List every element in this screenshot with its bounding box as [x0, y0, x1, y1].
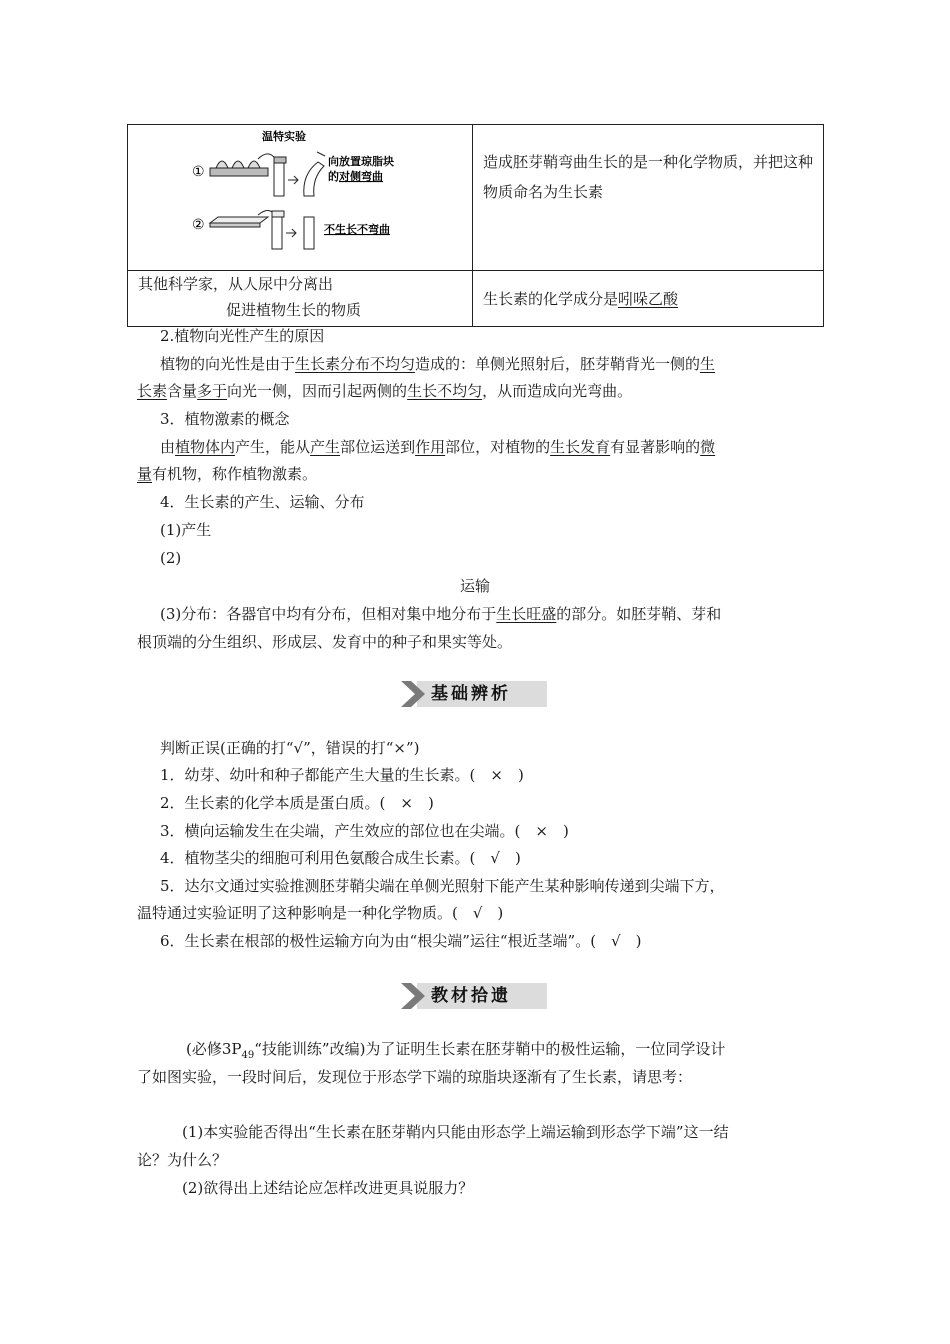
- exp1-label-opposite-side: 对侧: [339, 170, 361, 183]
- section4-distribution-line2: 根顶端的分生组织、形成层、发育中的种子和果实等处。: [137, 633, 513, 651]
- exp2-agar-block: [272, 211, 284, 217]
- exp2-decapitated-coleoptile: [272, 217, 282, 249]
- section3-heading: 3．植物激素的概念: [160, 410, 290, 428]
- exp2-plain-agar: [210, 217, 268, 223]
- figure-title-background: [190, 125, 410, 129]
- row2-left-text: [128, 271, 472, 323]
- s3-underlined: 量: [137, 465, 153, 483]
- s3-text: 部位运送到: [340, 438, 416, 456]
- s2-text: 造成的：单侧光照射后，胚芽鞘背光一侧的: [415, 355, 701, 373]
- s3-text: 部位，对植物的: [445, 438, 551, 456]
- banner-chevron-icon: [401, 983, 431, 1009]
- banner-textbook-supplement: [401, 981, 549, 1011]
- exp1-result-arrow: [288, 176, 298, 184]
- s2-underlined: 长素: [137, 382, 168, 400]
- went-experiment-figure: [128, 125, 472, 270]
- tb-text: “技能训练”改编)为了证明生长素在胚芽鞘中的极性运输，一位同学设计: [254, 1040, 726, 1058]
- exp2-result-arrow: [286, 229, 296, 237]
- tb-text: (必修3P: [186, 1040, 242, 1058]
- s3-underlined: 作用: [415, 438, 446, 456]
- textbook-line1: [186, 1038, 725, 1067]
- judge-intro: 判断正误(正确的打“√”，错误的打“×”): [160, 739, 420, 757]
- s2-text: 含量: [167, 382, 198, 400]
- s2-text: 向光一侧，因而引起两侧的: [227, 382, 408, 400]
- exp1-label-line1: 向放置琼脂块: [328, 155, 394, 168]
- row2-left-line2: 促进植物生长的物质: [226, 301, 362, 319]
- row1-conclusion-cell: [473, 125, 824, 271]
- exp1-label-pre: 的: [328, 170, 339, 183]
- section2-line1: [160, 353, 715, 375]
- s4-text: (3)分布：各器官中均有分布，但相对集中地分布于: [160, 605, 497, 623]
- judge-item: 温特通过实验证明了这种影响是一种化学物质。( √ ): [137, 904, 504, 922]
- section4-produce: (1)产生: [160, 521, 212, 539]
- s2-underlined: 生: [700, 355, 716, 373]
- s4-underlined: 生长旺盛: [496, 605, 557, 623]
- section4-distribution-line1: [160, 603, 721, 625]
- table-row: [128, 125, 824, 271]
- s2-text: 植物的向光性是由于: [160, 355, 296, 373]
- section4-item2: (2): [160, 549, 182, 567]
- s4-text: 的部分。如胚芽鞘、芽和: [556, 605, 722, 623]
- banner-chevron-icon: [401, 681, 431, 707]
- table-row: [128, 271, 824, 327]
- exp1-agar-block: [274, 157, 286, 163]
- section4-transport: 运输: [460, 577, 491, 595]
- exp1-label-line2: [328, 169, 383, 183]
- s2-underlined: 多于: [197, 382, 228, 400]
- s3-underlined: 产生: [310, 438, 341, 456]
- exp2-agar-side: [210, 223, 260, 227]
- s2-underlined: 生长素分布不均匀: [295, 355, 416, 373]
- went-experiment-figure-cell: [128, 125, 473, 271]
- judge-item: 2．生长素的化学本质是蛋白质。( × ): [160, 794, 434, 812]
- s3-text: 产生，能从: [235, 438, 311, 456]
- figure-title: 温特实验: [262, 130, 306, 143]
- s3-underlined: 生长发育: [550, 438, 611, 456]
- banner-title: 教材拾遗: [431, 986, 511, 1006]
- banner-title: 基础辨析: [431, 684, 511, 704]
- row2-right-cell: [473, 271, 824, 327]
- exp2-straight-coleoptile: [304, 217, 314, 249]
- question1-line1: (1)本实验能否得出“生长素在胚芽鞘内只能由形态学上端运输到形态学下端”这一结: [182, 1123, 729, 1141]
- judge-item: 1．幼芽、幼叶和种子都能产生大量的生长素。( × ): [160, 766, 524, 784]
- row2-right-pre: 生长素的化学成分是: [483, 289, 619, 308]
- exp2-marker: ②: [192, 217, 205, 233]
- exp2-label: 不生长不弯曲: [324, 223, 390, 236]
- section3-line1: [160, 436, 715, 458]
- exp1-bent-coleoptile: [304, 162, 324, 196]
- row2-left-cell: [128, 271, 473, 327]
- judge-item: 6．生长素在根部的极性运输方向为由“根尖端”运往“根近茎端”。( √ ): [160, 932, 642, 950]
- exp1-label-post: 弯曲: [361, 170, 383, 183]
- row2-right-text: [473, 280, 823, 318]
- row2-left-line1: 其他科学家，从人尿中分离出: [138, 275, 334, 293]
- banner-basic-analysis: [401, 679, 549, 709]
- exp1-coleoptile-tips: [216, 161, 260, 168]
- experiment-table: [127, 124, 824, 327]
- exp1-marker: ①: [192, 164, 205, 180]
- judge-item: 5．达尔文通过实验推测胚芽鞘尖端在单侧光照射下能产生某种影响传递到尖端下方，: [160, 877, 725, 895]
- s3-underlined: 植物体内: [175, 438, 236, 456]
- judge-item: 3．横向运输发生在尖端，产生效应的部位也在尖端。( × ): [160, 822, 569, 840]
- section2-heading: 2.植物向光性产生的原因: [160, 327, 325, 345]
- row2-right-underlined: 吲哚乙酸: [618, 289, 679, 308]
- judge-item: 4．植物茎尖的细胞可利用色氨酸合成生长素。( √ ): [160, 849, 521, 867]
- s2-underlined: 生长不均匀: [407, 382, 483, 400]
- s2-text: ，从而造成向光弯曲。: [482, 382, 633, 400]
- s3-text: 有机物，称作植物激素。: [152, 465, 318, 483]
- section4-heading: 4．生长素的产生、运输、分布: [160, 493, 365, 511]
- question2: (2)欲得出上述结论应怎样改进更具说服力？: [182, 1179, 474, 1197]
- section3-line2: [137, 463, 317, 485]
- exp1-decapitated-coleoptile: [274, 163, 284, 196]
- exp1-agar-plate: [210, 168, 268, 176]
- textbook-line2: 了如图实验，一段时间后，发现位于形态学下端的琼脂块逐渐有了生长素，请思考：: [137, 1068, 693, 1086]
- s3-text: 有显著影响的: [610, 438, 701, 456]
- section2-line2: [137, 380, 632, 402]
- s3-text: 由: [160, 438, 176, 456]
- s3-underlined: 微: [700, 438, 716, 456]
- row1-conclusion: 造成胚芽鞘弯曲生长的是一种化学物质，并把这种物质命名为生长素: [483, 153, 814, 201]
- tb-page-subscript: 49: [241, 1050, 255, 1061]
- exp1-pointer-line: [317, 152, 325, 156]
- question1-line2: 论？为什么？: [137, 1151, 228, 1169]
